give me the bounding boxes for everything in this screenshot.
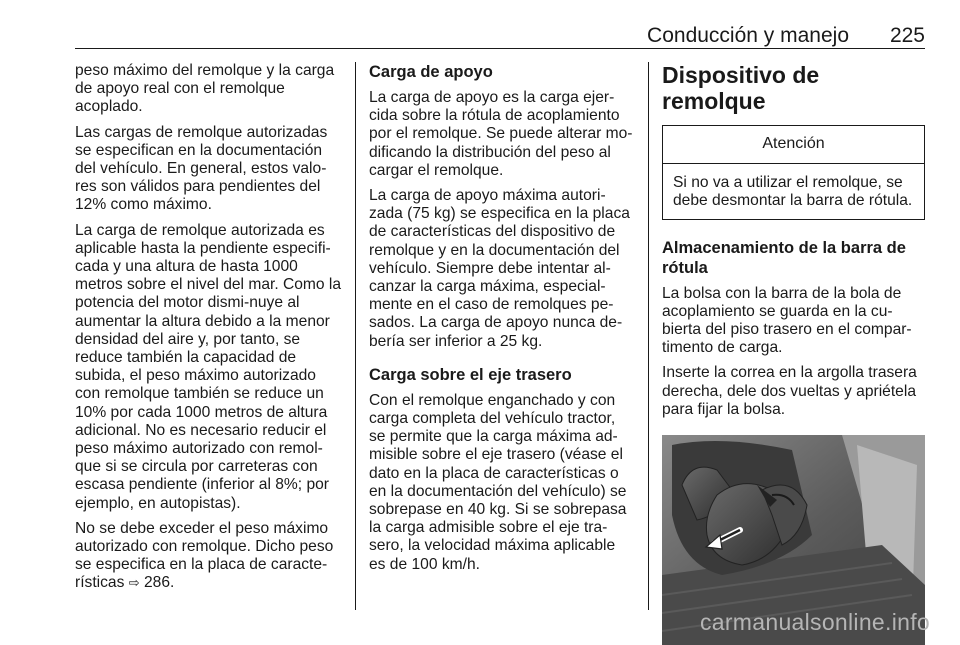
attention-body: Si no va a utilizar el remolque, se debe desmontar la barra de rótula. [673,174,913,210]
section-heading: Carga sobre el eje trasero [369,365,572,384]
paragraph: La bolsa con la barra de la bola de acoplamiento se guarda en la cu-bierta del piso trasero en el compar-timento de carga. [662,284,912,357]
paragraph: La carga de remolque autorizada es aplicable hasta la pendiente especifi-cada y una altura de hasta 1000 metros sobre el nivel del mar. Como la potencia del motor dismi-nuye al aumentar la altura debido a la menor densidad del aire y, por tanto, se reduce también la capacidad de subida, el peso máximo autorizado con remolque también se reduce un 10% por cada 1000 metros de altura adicional. No es necesario reducir el peso máximo autorizado con remol-que si se circula por carreteras con escasa pendiente (inferior al 8%; por ejemplo, en autopistas). [75,221,342,512]
paragraph-text: No se debe exceder el peso máximo autorizado con remolque. Dicho peso se especifica en la placa de caracte-rísticas [75,519,334,592]
page-reference[interactable]: 286. [143,574,175,592]
column-divider [355,62,356,610]
attention-title: Atención [663,126,924,164]
paragraph: peso máximo del remolque y la carga de apoyo real con el remolque acoplado. [75,62,335,116]
section-title: Dispositivo de remolque [662,62,820,114]
chapter-title: Conducción y manejo [647,24,849,47]
section-heading: Carga de apoyo [369,63,493,81]
paragraph: Con el remolque enganchado y con carga completa del vehículo tractor, se permite que la carga máxima ad-misible sobre el eje trasero (véase el dato en la placa de características o en la documentación del vehículo) se sobrepase en 40 kg. Si se sobrepasa la carga admisible sobre el eje tra-sero, la velocidad máxima aplicable es de 100 km/h. [369,391,627,573]
paragraph: Las cargas de remolque autorizadas se especifican en la documentación del vehículo. En general, estos valo-res son válidos para pendientes del 12% como máximo. [75,123,328,214]
paragraph: La carga de apoyo máxima autori-zada (75 kg) se especifica en la placa de características del dispositivo de remolque y en la documentación del vehículo. Siempre debe intentar al-canzar la carga máxima, especial-mente en el caso de remolques pe-sados. La carga de apoyo nunca de-bería ser inferior a 25 kg. [369,187,630,350]
paragraph: La carga de apoyo es la carga ejer-cida sobre la rótula de acoplamiento por el remolque. Se puede alterar mo-dificando la distribución del peso al cargar el remolque. [369,89,633,179]
column-divider [648,62,649,610]
paragraph: Inserte la correa en la argolla trasera derecha, dele dos vueltas y apriétela para fijar la bolsa. [662,364,917,418]
attention-box [662,125,925,220]
page-number: 225 [889,24,925,47]
section-heading: Almacenamiento de la barra de rótula [662,238,906,277]
paragraph [75,520,345,594]
watermark-text: carmanualsonline.info [699,609,930,635]
header-rule [75,48,925,49]
column-1 [75,62,345,601]
page-header [75,20,925,48]
column-3 [662,62,925,645]
column-2 [369,62,635,581]
page-reference-icon[interactable]: ⇨ [128,576,140,592]
